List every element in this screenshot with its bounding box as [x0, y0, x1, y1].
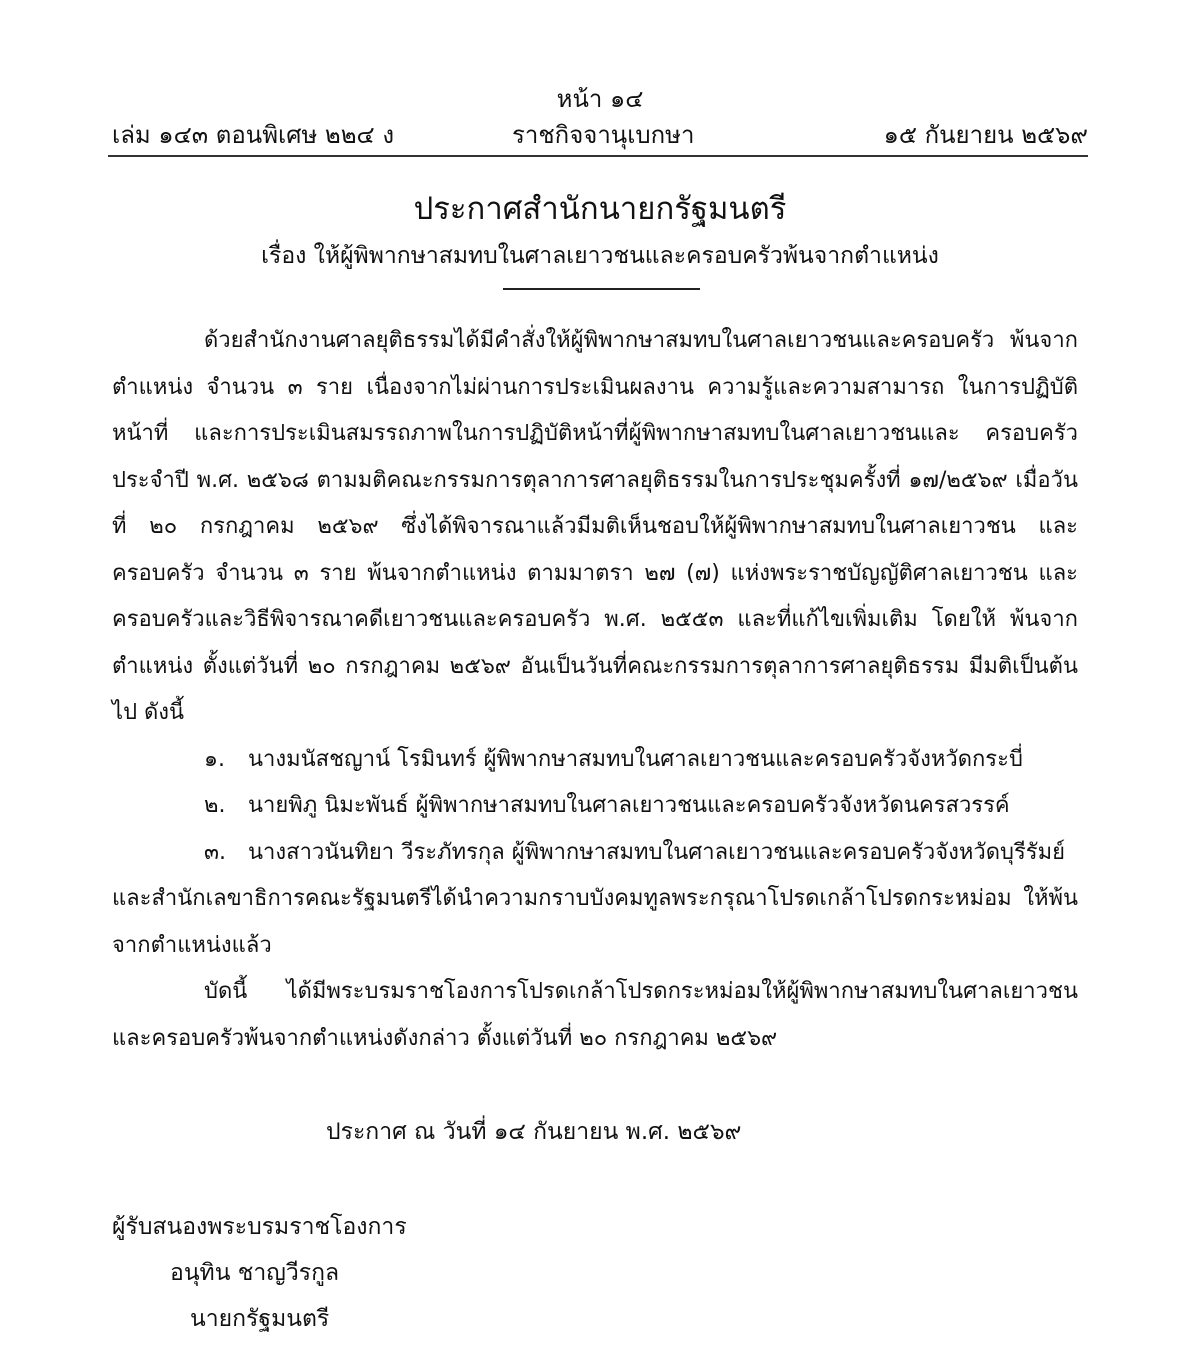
list-item-number: ๒. [204, 793, 226, 818]
body-paragraph-1: ด้วยสำนักงานศาลยุติธรรมได้มีคำสั่งให้ผู้พิพากษาสมทบในศาลเยาวชนและครอบครัว พ้นจากตำแหน่ง จำนวน ๓ ราย เนื่องจากไม่ผ่านการประเมินผลงาน ความรู้และความสามารถ ในการปฏิบัติหน้าที่ และการประเมินสมรรถภาพในการปฏิบัติหน้าที่ผู้พิพากษาสมทบในศาลเยาวชนและ ครอบครัว ประจำปี พ.ศ. ๒๕๖๘ ตามมติคณะกรรมการตุลาการศาลยุติธรรมในการประชุมครั้งที่ ๑๗/๒๕๖๙ เมื่อวันที่ ๒๐ กรกฎาคม ๒๕๖๙ ซึ่งได้พิจารณาแล้วมีมติเห็นชอบให้ผู้พิพากษาสมทบในศาลเยาวชน และครอบครัว จำนวน ๓ ราย พ้นจากตำแหน่ง ตามมาตรา ๒๗ (๗) แห่งพระราชบัญญัติศาลเยาวชน และครอบครัวและวิธีพิจารณาคดีเยาวชนและครอบครัว พ.ศ. ๒๕๕๓ และที่แก้ไขเพิ่มเติม โดยให้ พ้นจากตำแหน่ง ตั้งแต่วันที่ ๒๐ กรกฎาคม ๒๕๖๙ อันเป็นวันที่คณะกรรมการตุลาการศาลยุติธรรม มีมติเป็นต้นไป ดังนี้ [112, 328, 1078, 725]
signatory-name: อนุทิน ชาญวีรกูล [170, 1260, 340, 1286]
countersign-label: ผู้รับสนองพระบรมราชโองการ [112, 1214, 407, 1240]
list-item [112, 737, 1078, 784]
list-item [112, 783, 1078, 830]
document-body [112, 318, 1078, 1062]
document-title: ประกาศสำนักนายกรัฐมนตรี [413, 191, 787, 227]
signature-block [112, 1204, 407, 1342]
list-item [112, 830, 1078, 877]
signatory-position: นายกรัฐมนตรี [190, 1306, 330, 1332]
list-item-number: ๑. [204, 746, 225, 772]
volume-issue: เล่ม ๑๔๓ ตอนพิเศษ ๒๒๔ ง [112, 121, 395, 149]
list-item-number: ๓. [204, 839, 227, 865]
publication-date: ๑๕ กันยายน ๒๕๖๙ [883, 121, 1088, 149]
body-paragraph-2: และสำนักเลขาธิการคณะรัฐมนตรีได้นำความกราบบังคมทูลพระกรุณาโปรดเกล้าโปรดกระหม่อม ให้พ้นจากตำแหน่งแล้ว [112, 886, 1078, 958]
publication-name: ราชกิจจานุเบกษา [512, 121, 695, 149]
body-paragraph-3: บัดนี้ ได้มีพระบรมราชโองการโปรดเกล้าโปรดกระหม่อมให้ผู้พิพากษาสมทบในศาลเยาวชน และครอบครัวพ้นจากตำแหน่งดังกล่าว ตั้งแต่วันที่ ๒๐ กรกฎาคม ๒๕๖๙ [112, 979, 1078, 1051]
proclamation-date: ประกาศ ณ วันที่ ๑๔ กันยายน พ.ศ. ๒๕๖๙ [326, 1119, 742, 1145]
document-subject: เรื่อง ให้ผู้พิพากษาสมทบในศาลเยาวชนและครอบครัวพ้นจากตำแหน่ง [261, 243, 939, 269]
page-number: หน้า ๑๔ [556, 85, 644, 113]
list-item-text: นางมนัสชญาน์ โรมินทร์ ผู้พิพากษาสมทบในศาลเยาวชนและครอบครัวจังหวัดกระบี่ [248, 746, 1023, 772]
title-divider [503, 288, 700, 290]
list-item-text: นายพิภู นิมะพันธ์ ผู้พิพากษาสมทบในศาลเยาวชนและครอบครัวจังหวัดนครสวรรค์ [248, 793, 1010, 818]
header-divider [108, 155, 1088, 157]
gazette-header [112, 118, 1088, 152]
dismissed-judges-list [112, 737, 1078, 877]
list-item-text: นางสาวนันทิยา วีระภัทรกุล ผู้พิพากษาสมทบในศาลเยาวชนและครอบครัวจังหวัดบุรีรัมย์ [248, 839, 1066, 865]
